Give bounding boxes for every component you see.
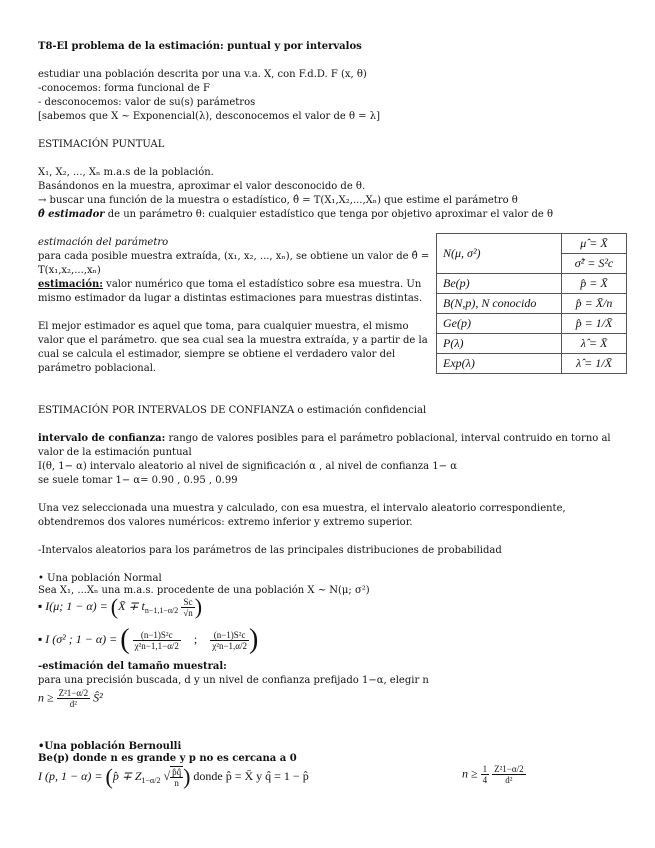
fraction-num: p̂q̂ <box>172 767 182 777</box>
paren-icon: ( <box>105 764 113 789</box>
table-cell-dist: N(μ, σ²) <box>437 234 562 274</box>
paren-icon: ) <box>248 624 259 655</box>
fraction-num: (n−1)S²c <box>133 630 181 641</box>
ic-definition <box>38 432 611 445</box>
fraction-den: χ²n−1,α/2 <box>212 640 247 651</box>
mejor-line: valor que el parámetro. que sea cual sea la muestra extraída, y a partir de la <box>38 335 428 346</box>
una-vez-line: Una vez seleccionada una muestra y calculado, con esa muestra, el intervalo aleatorio correspondiente, <box>38 503 566 514</box>
fraction-num: 1 <box>482 764 488 774</box>
formula-lhs: I (p, 1 − α) = <box>38 768 106 783</box>
formula-sub: 1−α/2 <box>141 776 161 786</box>
estimator-definition-text: de un parámetro θ: cualquier estadístico que tenga por objetivo aproximar el valor de θ <box>104 209 554 220</box>
table-cell-est: p̂ = X̄/n <box>562 294 627 314</box>
formula-sub: n−1,1−α/2 <box>144 606 179 616</box>
fraction <box>181 597 194 618</box>
table-cell-dist: Ge(p) <box>437 314 562 334</box>
fraction <box>481 764 490 785</box>
tamano-heading: -estimación del tamaño muestral: <box>38 661 227 672</box>
estimacion-text: valor numérico que toma el estadístico sobre esa muestra. Un <box>103 279 422 290</box>
formula-lhs: n ≥ <box>38 690 57 705</box>
table-cell-est: p̂ = X̄ <box>562 274 627 294</box>
table-cell-est: p̂ = 1/X̄ <box>562 314 627 334</box>
formula-tail: donde p̂ = X̄ y q̂ = 1 − p̂ <box>190 768 309 783</box>
table-row <box>437 314 627 334</box>
estimacion-line: mismo estimador da lugar a distintas estimaciones para muestras distintas. <box>38 293 423 304</box>
fraction-den: 4 <box>482 775 488 785</box>
section-heading-intervalos: ESTIMACIÓN POR INTERVALOS DE CONFIANZA o estimación confidencial <box>38 405 427 416</box>
table-cell-dist: B(N,p), N conocido <box>437 294 562 314</box>
ic-term: intervalo de confianza: <box>38 433 166 444</box>
fraction <box>133 630 181 651</box>
section-heading-puntual: ESTIMACIÓN PUNTUAL <box>38 139 165 150</box>
estimacion-term: estimación: <box>38 279 103 290</box>
formula-lhs: I (σ² ; 1 − α) = <box>45 631 121 646</box>
fraction <box>210 630 249 651</box>
table-cell-est: μ̂ = X̄ <box>562 234 627 254</box>
normal-line: Sea X₁, ...Xₙ una m.a.s. procedente de una población X ~ N(μ; σ²) <box>38 585 370 596</box>
normal-mean-interval-formula <box>38 594 202 620</box>
table-row <box>437 274 627 294</box>
est-param-label: estimación del parámetro <box>38 237 169 248</box>
bernoulli-heading: •Una población Bernoulli <box>38 741 182 752</box>
table-row <box>437 354 627 374</box>
sample-size-formula <box>38 688 103 709</box>
formula-lhs: I(μ; 1 − α) = <box>45 598 111 613</box>
paren-icon: ) <box>194 594 203 619</box>
bullet-icon: ▪ <box>38 631 43 646</box>
paren-icon: ) <box>183 764 191 789</box>
una-vez-line: obtendremos dos valores numéricos: extremo inferior y extremo superior. <box>38 517 413 528</box>
table-row <box>437 234 627 254</box>
ic-line: se suele tomar 1− α= 0.90 , 0.95 , 0.99 <box>38 475 238 486</box>
formula-rhs: Ŝ² <box>90 690 103 705</box>
fraction <box>170 766 183 788</box>
estimators-table <box>436 233 627 374</box>
table-cell-dist: P(λ) <box>437 334 562 354</box>
table-cell-est: λ̂ = 1/X̄ <box>562 354 627 374</box>
fraction-den: d² <box>69 699 77 709</box>
estimator-term: θ̂ estimador <box>38 209 105 220</box>
table-cell-dist: Exp(λ) <box>437 354 562 374</box>
puntual-line: → buscar una función de la muestra o estadístico, θ̂ = T(X₁,X₂,...,Xₙ) que estime el parámetro θ <box>38 195 518 206</box>
puntual-line: Basándonos en la muestra, aproximar el valor desconocido de θ. <box>38 181 366 192</box>
intro-line: - desconocemos: valor de su(s) parámetros <box>38 97 256 108</box>
mejor-line: cual se calcula el estimador, siempre se obtiene el verdadero valor del <box>38 349 396 360</box>
table-row <box>437 294 627 314</box>
table-cell-est: σ̂² = S²c <box>562 254 627 274</box>
intro-line: estudiar una población descrita por una v.a. X, con F.d.D. F (x, θ) <box>38 69 367 80</box>
fraction-den: χ²n−1,1−α/2 <box>134 640 179 651</box>
table-row <box>437 334 627 354</box>
fraction-num: Z²1−α/2 <box>494 764 524 774</box>
separator: ; <box>193 631 198 646</box>
bullet-icon: ▪ <box>38 598 43 613</box>
paren-icon: ( <box>110 594 119 619</box>
aleatorios-line: -Intervalos aleatorios para los parámetros de las principales distribuciones de probabilidad <box>38 545 502 556</box>
normal-variance-interval-formula <box>38 624 258 656</box>
estimacion-definition <box>38 278 421 291</box>
sqrt-icon: √ <box>163 768 171 783</box>
fraction-den: n <box>174 778 179 788</box>
normal-heading: • Una población Normal <box>38 573 162 584</box>
estimator-definition <box>38 208 553 221</box>
intro-line: -conocemos: forma funcional de F <box>38 83 210 94</box>
bernoulli-sample-size-formula <box>462 764 526 785</box>
bernoulli-interval-formula <box>38 764 309 790</box>
document-title: T8-El problema de la estimación: puntual y por intervalos <box>38 41 362 52</box>
puntual-line: X₁, X₂, ..., Xₙ m.a.s de la población. <box>38 167 214 178</box>
est-param-line: para cada posible muestra extraída, (x₁, x₂, ..., xₙ), se obtiene un valor de θ̂ = <box>38 251 430 262</box>
fraction-den: √n <box>183 607 193 618</box>
ic-text: rango de valores posibles para el parámetro poblacional, interval contruido en torno al <box>165 433 611 444</box>
est-param-line: T(x₁,x₂,...,xₙ) <box>38 265 101 276</box>
fraction-num: (n−1)S²c <box>210 630 249 641</box>
intro-line: [sabemos que X ~ Exponencial(λ), desconocemos el valor de θ = λ] <box>38 111 380 122</box>
ic-line: valor de la estimación puntual <box>38 447 192 458</box>
fraction <box>492 764 526 785</box>
fraction <box>57 688 91 709</box>
mejor-line: parámetro poblacional. <box>38 363 157 374</box>
ic-line: I(θ, 1− α) intervalo aleatorio al nivel de significación α , al nivel de confianza 1− α <box>38 461 457 472</box>
paren-icon: ( <box>120 624 130 655</box>
fraction-den: d² <box>505 775 513 785</box>
table-cell-dist: Be(p) <box>437 274 562 294</box>
bernoulli-line: Be(p) donde n es grande y p no es cercana a 0 <box>38 753 297 764</box>
fraction-num: Sc <box>181 597 194 608</box>
formula-lhs: n ≥ <box>462 766 481 781</box>
tamano-line: para una precisión buscada, d y un nivel de confianza prefijado 1−α, elegir n <box>38 675 429 686</box>
fraction-num: Z²1−α/2 <box>58 688 89 698</box>
mejor-line: El mejor estimador es aquel que toma, para cualquier muestra, el mismo <box>38 321 409 332</box>
table-cell-est: λ̂ = X̄ <box>562 334 627 354</box>
formula-body: X̄ ∓ t <box>118 598 145 613</box>
formula-body: p̂ ∓ Z <box>112 768 142 783</box>
